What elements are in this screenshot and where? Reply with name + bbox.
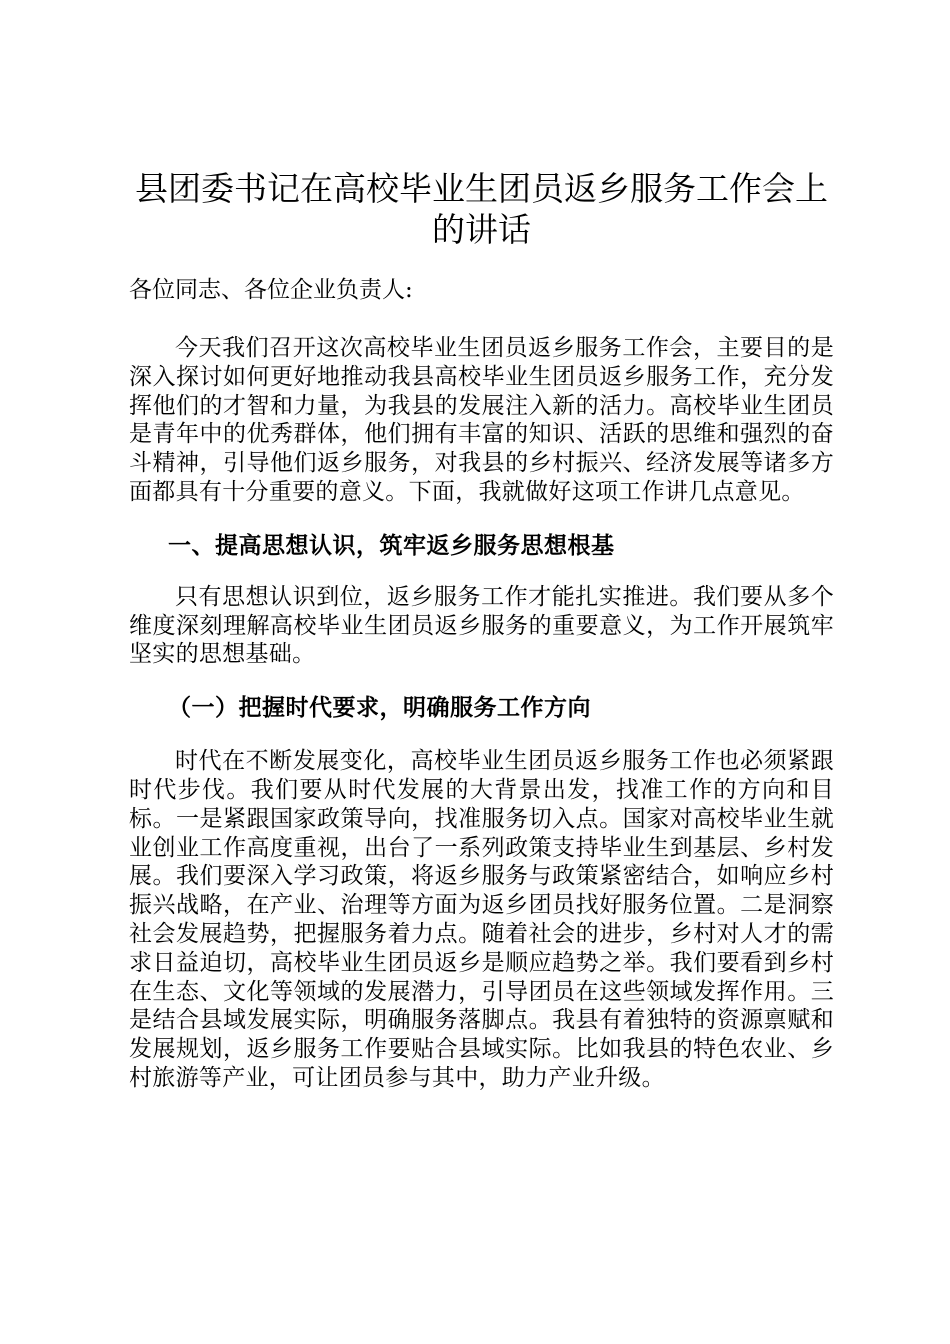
paragraph-section-1: 只有思想认识到位，返乡服务工作才能扎实推进。我们要从多个维度深刻理解高校毕业生团员返乡服务的重要意义，为工作开展筑牢坚实的思想基础。 (129, 583, 834, 668)
section-heading-1: 一、提高思想认识，筑牢返乡服务思想根基 (168, 531, 615, 559)
document-title: 县团委书记在高校毕业生团员返乡服务工作会上的讲话 (135, 169, 828, 249)
salutation: 各位同志、各位企业负责人: (129, 277, 413, 303)
paragraph-subsection-1: 时代在不断发展变化，高校毕业生团员返乡服务工作也必须紧跟时代步伐。我们要从时代发展的大背景出发，找准工作的方向和目标。一是紧跟国家政策导向，找准服务切入点。国家对高校毕业生就业创业工作高度重视，出台了一系列政策支持毕业生到基层、乡村发展。我们要深入学习政策，将返乡服务与政策紧密结合，如响应乡村振兴战略，在产业、治理等方面为返乡团员找好服务位置。二是洞察社会发展趋势，把握服务着力点。随着社会的进步，乡村对人才的需求日益迫切，高校毕业生团员返乡是顺应趋势之举。我们要看到乡村在生态、文化等领域的发展潜力，引导团员在这些领域发挥作用。三是结合县域发展实际，明确服务落脚点。我县有着独特的资源禀赋和发展规划，返乡服务工作要贴合县域实际。比如我县的特色农业、乡村旅游等产业，可让团员参与其中，助力产业升级。 (129, 748, 834, 1091)
subsection-heading-1: （一）把握时代要求，明确服务工作方向 (168, 694, 591, 722)
paragraph-intro: 今天我们召开这次高校毕业生团员返乡服务工作会，主要目的是深入探讨如何更好地推动我县高校毕业生团员返乡服务工作，充分发挥他们的才智和力量，为我县的发展注入新的活力。高校毕业生团员是青年中的优秀群体，他们拥有丰富的知识、活跃的思维和强烈的奋斗精神，引导他们返乡服务，对我县的乡村振兴、经济发展等诸多方面都具有十分重要的意义。下面，我就做好这项工作讲几点意见。 (129, 335, 834, 505)
document-body (129, 168, 834, 1093)
